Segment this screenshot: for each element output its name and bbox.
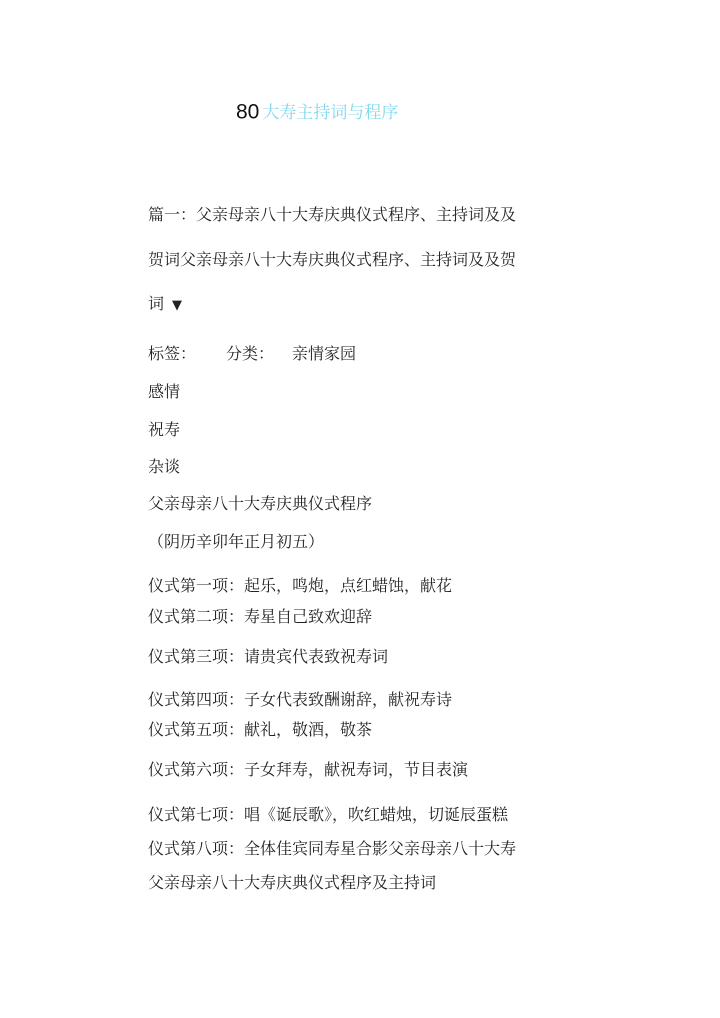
category-label: 分类：	[226, 344, 275, 363]
ceremony-item: 仪式第三项：请贵宾代表致祝寿词	[148, 647, 389, 666]
ceremony-item: 仪式第五项：献礼，敬酒，敬茶	[148, 720, 373, 739]
tag-label: 标签：	[148, 344, 197, 363]
program-title: 父亲母亲八十大寿庆典仪式程序	[148, 494, 373, 513]
title-number: 80	[236, 100, 260, 124]
closing-line: 父亲母亲八十大寿庆典仪式程序及主持词	[148, 873, 437, 892]
triangle-down-icon[interactable]: ▼	[172, 298, 183, 313]
tag-item[interactable]: 祝寿	[148, 420, 181, 439]
meta-row	[148, 343, 356, 365]
ceremony-item: 仪式第八项：全体佳宾同寿星合影父亲母亲八十大寿	[148, 839, 517, 858]
document-title	[236, 98, 398, 127]
ceremony-item: 仪式第一项：起乐，鸣炮，点红蜡蚀，献花	[148, 576, 453, 595]
category-value[interactable]: 亲情家园	[292, 344, 357, 363]
heading-line-3-text: 词	[148, 294, 165, 313]
tag-item[interactable]: 感情	[148, 382, 181, 401]
ceremony-item: 仪式第四项：子女代表致酬谢辞，献祝寿诗	[148, 690, 453, 709]
heading-line-1: 篇一：父亲母亲八十大寿庆典仪式程序、主持词及及	[148, 205, 517, 224]
ceremony-item: 仪式第六项：子女拜寿，献祝寿词，节目表演	[148, 760, 469, 779]
lunar-date: （阴历辛卯年正月初五）	[148, 532, 325, 551]
tag-item[interactable]: 杂谈	[148, 457, 181, 476]
ceremony-item: 仪式第七项：唱《诞辰歌》，吹红蜡烛，切诞辰蛋糕	[148, 805, 509, 824]
heading-line-3	[148, 293, 182, 317]
ceremony-item: 仪式第二项：寿星自己致欢迎辞	[148, 607, 373, 626]
title-text: 大寿主持词与程序	[262, 102, 399, 123]
heading-line-2: 贺词父亲母亲八十大寿庆典仪式程序、主持词及及贺	[148, 250, 517, 269]
